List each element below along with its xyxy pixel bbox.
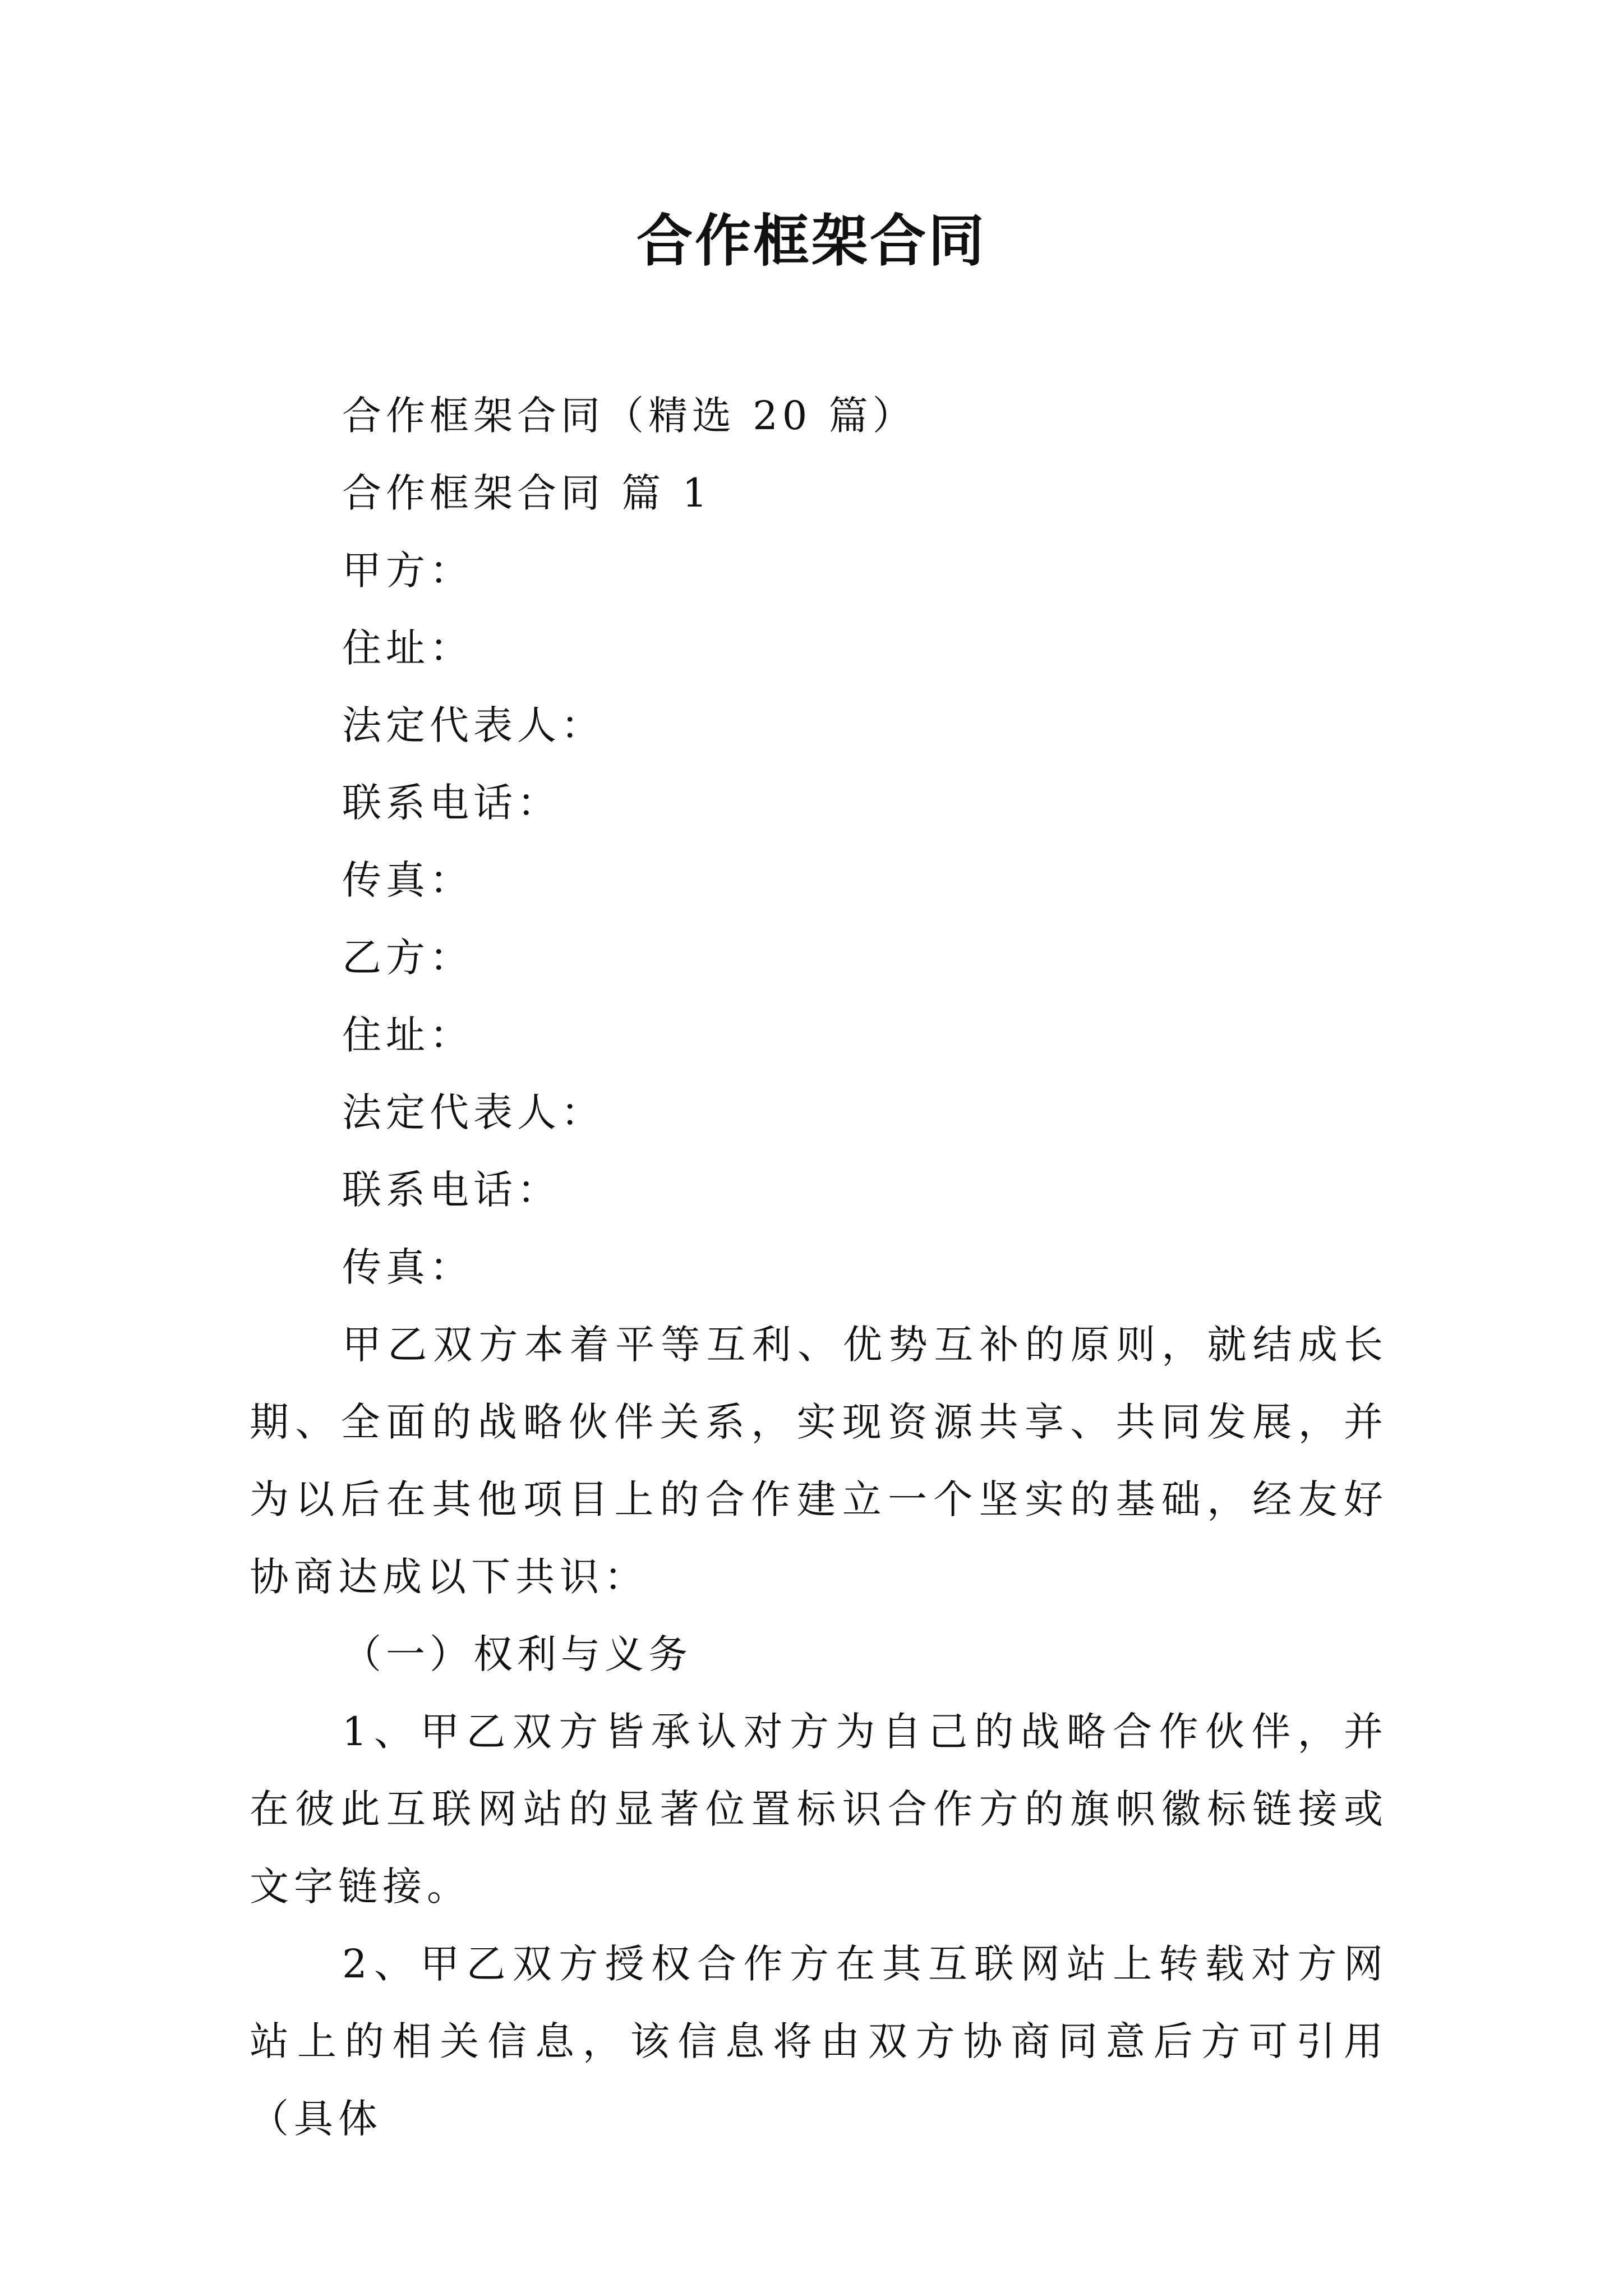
party-a-fax: 传真： <box>342 857 473 903</box>
party-a-representative: 法定代表人： <box>342 702 605 748</box>
party-a-phone: 联系电话： <box>342 780 561 826</box>
section-title-line: 合作框架合同 篇 1 <box>342 470 712 516</box>
intro-paragraph: 甲乙双方本着平等互利、优势互补的原则，就结成长期、全面的战略伙伴关系，实现资源共享、共同发展，并为以后在其他项目上的合作建立一个坚实的基础，经友好协商达成以下共识： <box>250 1322 1388 1600</box>
party-a-address: 住址： <box>342 625 473 671</box>
party-b-label: 乙方： <box>342 935 473 981</box>
party-b-representative: 法定代表人： <box>342 1089 605 1135</box>
document-title: 合作框架合同 <box>637 208 986 274</box>
section-heading: （一）权利与义务 <box>342 1631 692 1677</box>
party-a-label: 甲方： <box>342 547 473 593</box>
clause-paragraph-2: 2、甲乙双方授权合作方在其互联网站上转载对方网站上的相关信息，该信息将由双方协商同意后方可引用（具体 <box>250 1941 1388 2142</box>
subtitle-line: 合作框架合同（精选 20 篇） <box>342 393 916 439</box>
party-b-address: 住址： <box>342 1012 473 1058</box>
clause-paragraph-1: 1、甲乙双方皆承认对方为自己的战略合作伙伴，并在彼此互联网站的显著位置标识合作方的旗帜徽标链接或文字链接。 <box>250 1709 1388 1910</box>
party-b-fax: 传真： <box>342 1244 473 1290</box>
party-b-phone: 联系电话： <box>342 1167 561 1213</box>
document-body <box>250 377 1388 2157</box>
